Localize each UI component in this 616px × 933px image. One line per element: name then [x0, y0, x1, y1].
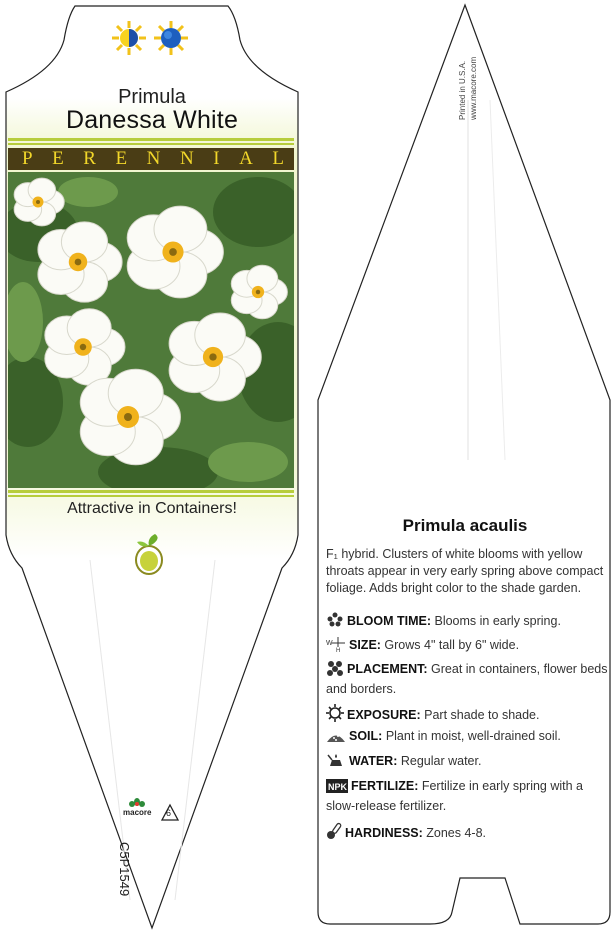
info-label: HARDINESS:: [345, 826, 423, 840]
info-item: [326, 752, 610, 773]
info-label: WATER:: [349, 754, 398, 768]
info-label: FERTILIZE:: [351, 779, 419, 793]
perennial-letter: E: [52, 148, 66, 169]
hardiness-icon: [326, 822, 342, 845]
perennial-letter: R: [83, 148, 98, 169]
perennial-letter: N: [146, 148, 163, 169]
description: F₁ hybrid. Clusters of white blooms with yellow throats appear in very early spring above compact foliage. Adds bright color to the shade garden.: [326, 547, 604, 595]
perennial-letter: N: [179, 148, 196, 169]
size-icon: [326, 636, 346, 657]
soil-icon: [326, 729, 346, 748]
printed-in: [458, 61, 468, 120]
info-text: Plant in moist, well-drained soil.: [382, 729, 561, 743]
flower-photo: [8, 172, 294, 488]
info-label: SOIL:: [349, 729, 383, 743]
info-text: Regular water.: [397, 754, 482, 768]
printed-text: Printed in U.S.A.: [458, 60, 467, 120]
website: [469, 57, 479, 120]
plant-genus: Primula: [118, 86, 186, 108]
bloom-icon: [326, 612, 344, 633]
shade-icon: [153, 20, 189, 56]
info-item: [326, 660, 610, 698]
website-text: www.macore.com: [469, 56, 478, 120]
info-item: [326, 778, 610, 815]
info-item: [326, 612, 610, 633]
water-icon: [326, 752, 346, 773]
svg-text:H: H: [336, 648, 341, 652]
species-name: Primula acaulis: [402, 516, 528, 535]
info-label: SIZE:: [349, 638, 381, 652]
info-text: Fertilize in early spring with a slow-release fertilizer.: [326, 779, 584, 813]
perennial-letter: A: [239, 148, 255, 169]
plant-cultivar: Danessa White: [65, 106, 239, 134]
recycle-number: 6: [166, 808, 172, 818]
svg-text:W: W: [326, 640, 333, 647]
info-label: EXPOSURE:: [347, 708, 421, 722]
perennial-letter: I: [213, 148, 222, 169]
info-item: [326, 704, 610, 727]
brand-name: macore: [123, 808, 152, 817]
perennial-letter: L: [272, 148, 286, 169]
seedling-icon: [133, 532, 169, 576]
perennial-letter: E: [115, 148, 130, 169]
part-sun-icon: [111, 20, 147, 56]
info-label: PLACEMENT:: [347, 662, 428, 676]
info-text: Blooms in early spring.: [431, 614, 561, 628]
info-text: Grows 4" tall by 6" wide.: [380, 638, 520, 652]
info-text: Part shade to shade.: [420, 708, 540, 722]
perennial-banner: [8, 148, 294, 170]
fertilize-icon: [326, 779, 348, 798]
tagline: Attractive in Containers!: [67, 500, 237, 517]
info-item: [326, 636, 610, 657]
info-label: BLOOM TIME:: [347, 614, 432, 628]
perennial-letter: P: [22, 148, 35, 169]
info-text: Great in containers, flower beds and borders.: [326, 662, 608, 696]
info-item: [326, 822, 610, 845]
product-code: C5P1549: [117, 842, 132, 897]
info-item: [326, 728, 610, 748]
placement-icon: [326, 660, 344, 681]
info-text: Zones 4-8.: [422, 826, 487, 840]
svg-text:NPK: NPK: [328, 782, 348, 792]
exposure-icon: [326, 704, 344, 727]
